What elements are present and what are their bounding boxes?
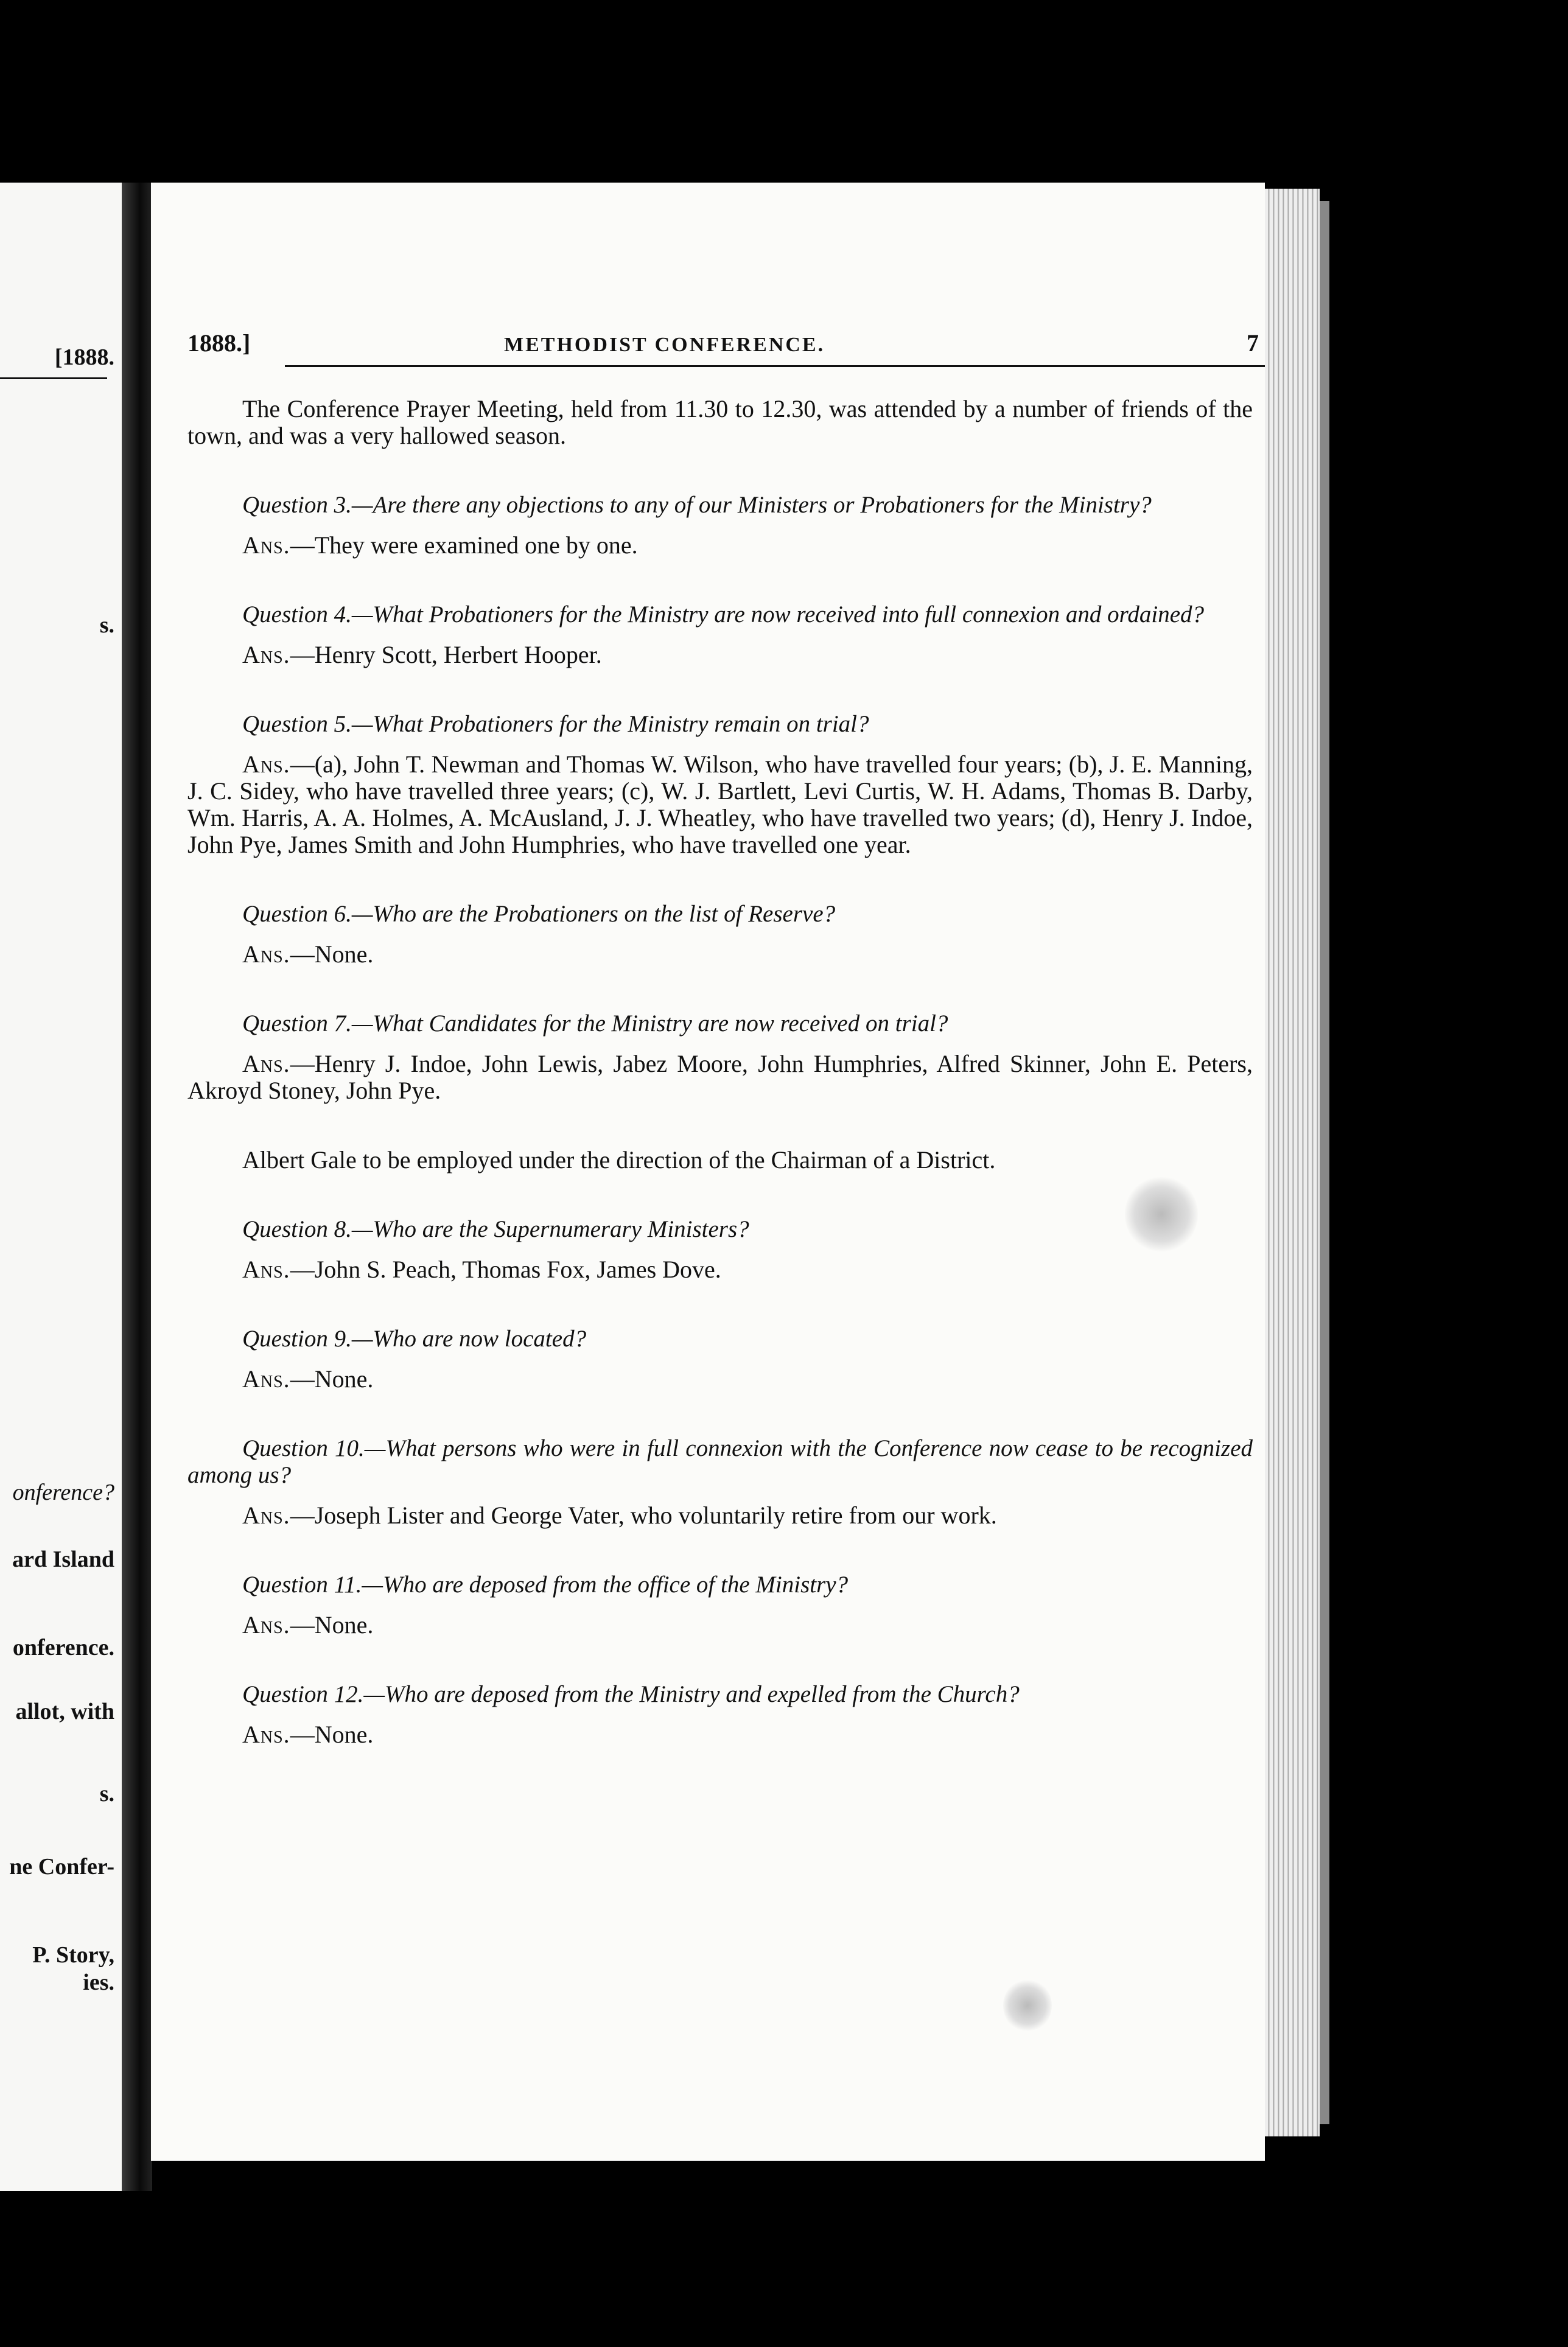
answer-label: Ans.	[242, 1050, 290, 1077]
answer-text	[187, 532, 1253, 559]
answer-label: Ans.	[242, 1365, 290, 1393]
book-page	[151, 183, 1265, 2161]
question-text: Question 10.—What persons who were in full connexion with the Conference now cease to be recognized among us?	[187, 1435, 1253, 1488]
answer-text	[187, 1721, 1253, 1748]
answer-text	[187, 1502, 1253, 1529]
answer-text	[187, 1366, 1253, 1393]
page-edge-shadow	[1320, 201, 1329, 2124]
previous-page-fragment: onference.	[12, 1635, 114, 1660]
answer-body: —None.	[290, 1721, 374, 1748]
answer-label: Ans.	[242, 1721, 290, 1748]
question-text: Question 11.—Who are deposed from the office of the Ministry?	[242, 1572, 849, 1598]
question-text: Question 8.—Who are the Supernumerary Ministers?	[242, 1216, 749, 1242]
question-text: Question 5.—What Probationers for the Ministry remain on trial?	[242, 711, 869, 737]
answer-text	[187, 941, 1253, 968]
question-block-10	[187, 1435, 1289, 1529]
page-number: 7	[1247, 329, 1259, 357]
note-paragraph: Albert Gale to be employed under the direction of the Chairman of a District.	[242, 1146, 996, 1174]
question-block-9	[187, 1326, 1289, 1393]
question-text: Question 9.—Who are now located?	[242, 1326, 587, 1352]
answer-body: —Henry J. Indoe, John Lewis, Jabez Moore, John Humphries, Alfred Skinner, John E. Peters, Akroyd Stoney, John Pye.	[187, 1050, 1253, 1104]
question-block-3	[187, 492, 1289, 559]
previous-page-fragment: P. Story,	[32, 1942, 114, 1968]
question-block-7	[187, 1010, 1289, 1174]
answer-body: —None.	[290, 1365, 374, 1393]
answer-label: Ans.	[242, 1256, 290, 1283]
previous-page-fragment: s.	[99, 1781, 114, 1807]
answer-body: —Henry Scott, Herbert Hooper.	[290, 641, 602, 668]
stacked-page-edges	[1265, 189, 1320, 2136]
header-title: METHODIST CONFERENCE.	[504, 334, 825, 356]
question-block-5	[187, 711, 1289, 858]
answer-label: Ans.	[242, 750, 290, 778]
answer-body: —None.	[290, 940, 374, 968]
answer-label: Ans.	[242, 1611, 290, 1639]
page-content	[187, 329, 1289, 1748]
answer-text	[187, 1051, 1253, 1104]
previous-page-fragment: allot, with	[15, 1699, 114, 1724]
question-block-11	[187, 1572, 1289, 1639]
previous-page-fragment: [1888.	[54, 345, 114, 370]
answer-body: —(a), John T. Newman and Thomas W. Wilson, who have travelled four years; (b), J. E. Manning, J. C. Sidey, who have travelled three years; (c), W. J. Bartlett, Levi Curtis, W. H. Adams, Thomas B. Darby, Wm. Harris, A. A. Holmes, A. McAusland, J. J. Wheatley, who have travelled two years; (d), Henry J. Indoe, John Pye, James Smith and John Humphries, who have travelled one year.	[187, 750, 1253, 858]
running-header	[187, 329, 1289, 383]
page-stain	[1003, 1978, 1052, 2033]
question-block-8	[187, 1216, 1289, 1283]
answer-text	[187, 1612, 1253, 1639]
answer-label: Ans.	[242, 940, 290, 968]
answer-label: Ans.	[242, 531, 290, 559]
question-text: Question 12.—Who are deposed from the Ministry and expelled from the Church?	[242, 1681, 1020, 1707]
answer-body: —They were examined one by one.	[290, 531, 638, 559]
question-text: Question 3.—Are there any objections to any of our Ministers or Probationers for the Ministry?	[242, 492, 1152, 518]
answer-label: Ans.	[242, 1502, 290, 1529]
answer-body: —None.	[290, 1611, 374, 1639]
question-block-12	[187, 1681, 1289, 1748]
answer-text	[187, 751, 1253, 858]
answer-text	[187, 642, 1253, 668]
previous-page-header-rule	[0, 377, 107, 379]
header-rule	[285, 365, 1271, 367]
question-block-6	[187, 901, 1289, 968]
question-block-4	[187, 601, 1289, 668]
previous-page-fragment: ne Confer-	[9, 1854, 114, 1880]
header-year: 1888.]	[187, 329, 251, 357]
previous-page-fragment: onference?	[12, 1480, 114, 1505]
previous-page-fragment: s.	[99, 612, 114, 638]
question-text: Question 4.—What Probationers for the Ministry are now received into full connexion and ordained?	[242, 601, 1205, 628]
previous-page-edge	[0, 183, 122, 2191]
question-text: Question 7.—What Candidates for the Ministry are now received on trial?	[242, 1010, 948, 1037]
previous-page-fragment: ies.	[83, 1970, 114, 1995]
answer-label: Ans.	[242, 641, 290, 668]
question-text: Question 6.—Who are the Probationers on the list of Reserve?	[242, 901, 836, 927]
book-gutter	[122, 183, 152, 2191]
answer-text	[187, 1256, 1253, 1283]
intro-paragraph: The Conference Prayer Meeting, held from 11.30 to 12.30, was attended by a number of friends of the town, and was a very hallowed season.	[187, 395, 1253, 449]
answer-body: —Joseph Lister and George Vater, who voluntarily retire from our work.	[290, 1502, 997, 1529]
previous-page-fragment: ard Island	[12, 1547, 114, 1572]
answer-body: —John S. Peach, Thomas Fox, James Dove.	[290, 1256, 721, 1283]
